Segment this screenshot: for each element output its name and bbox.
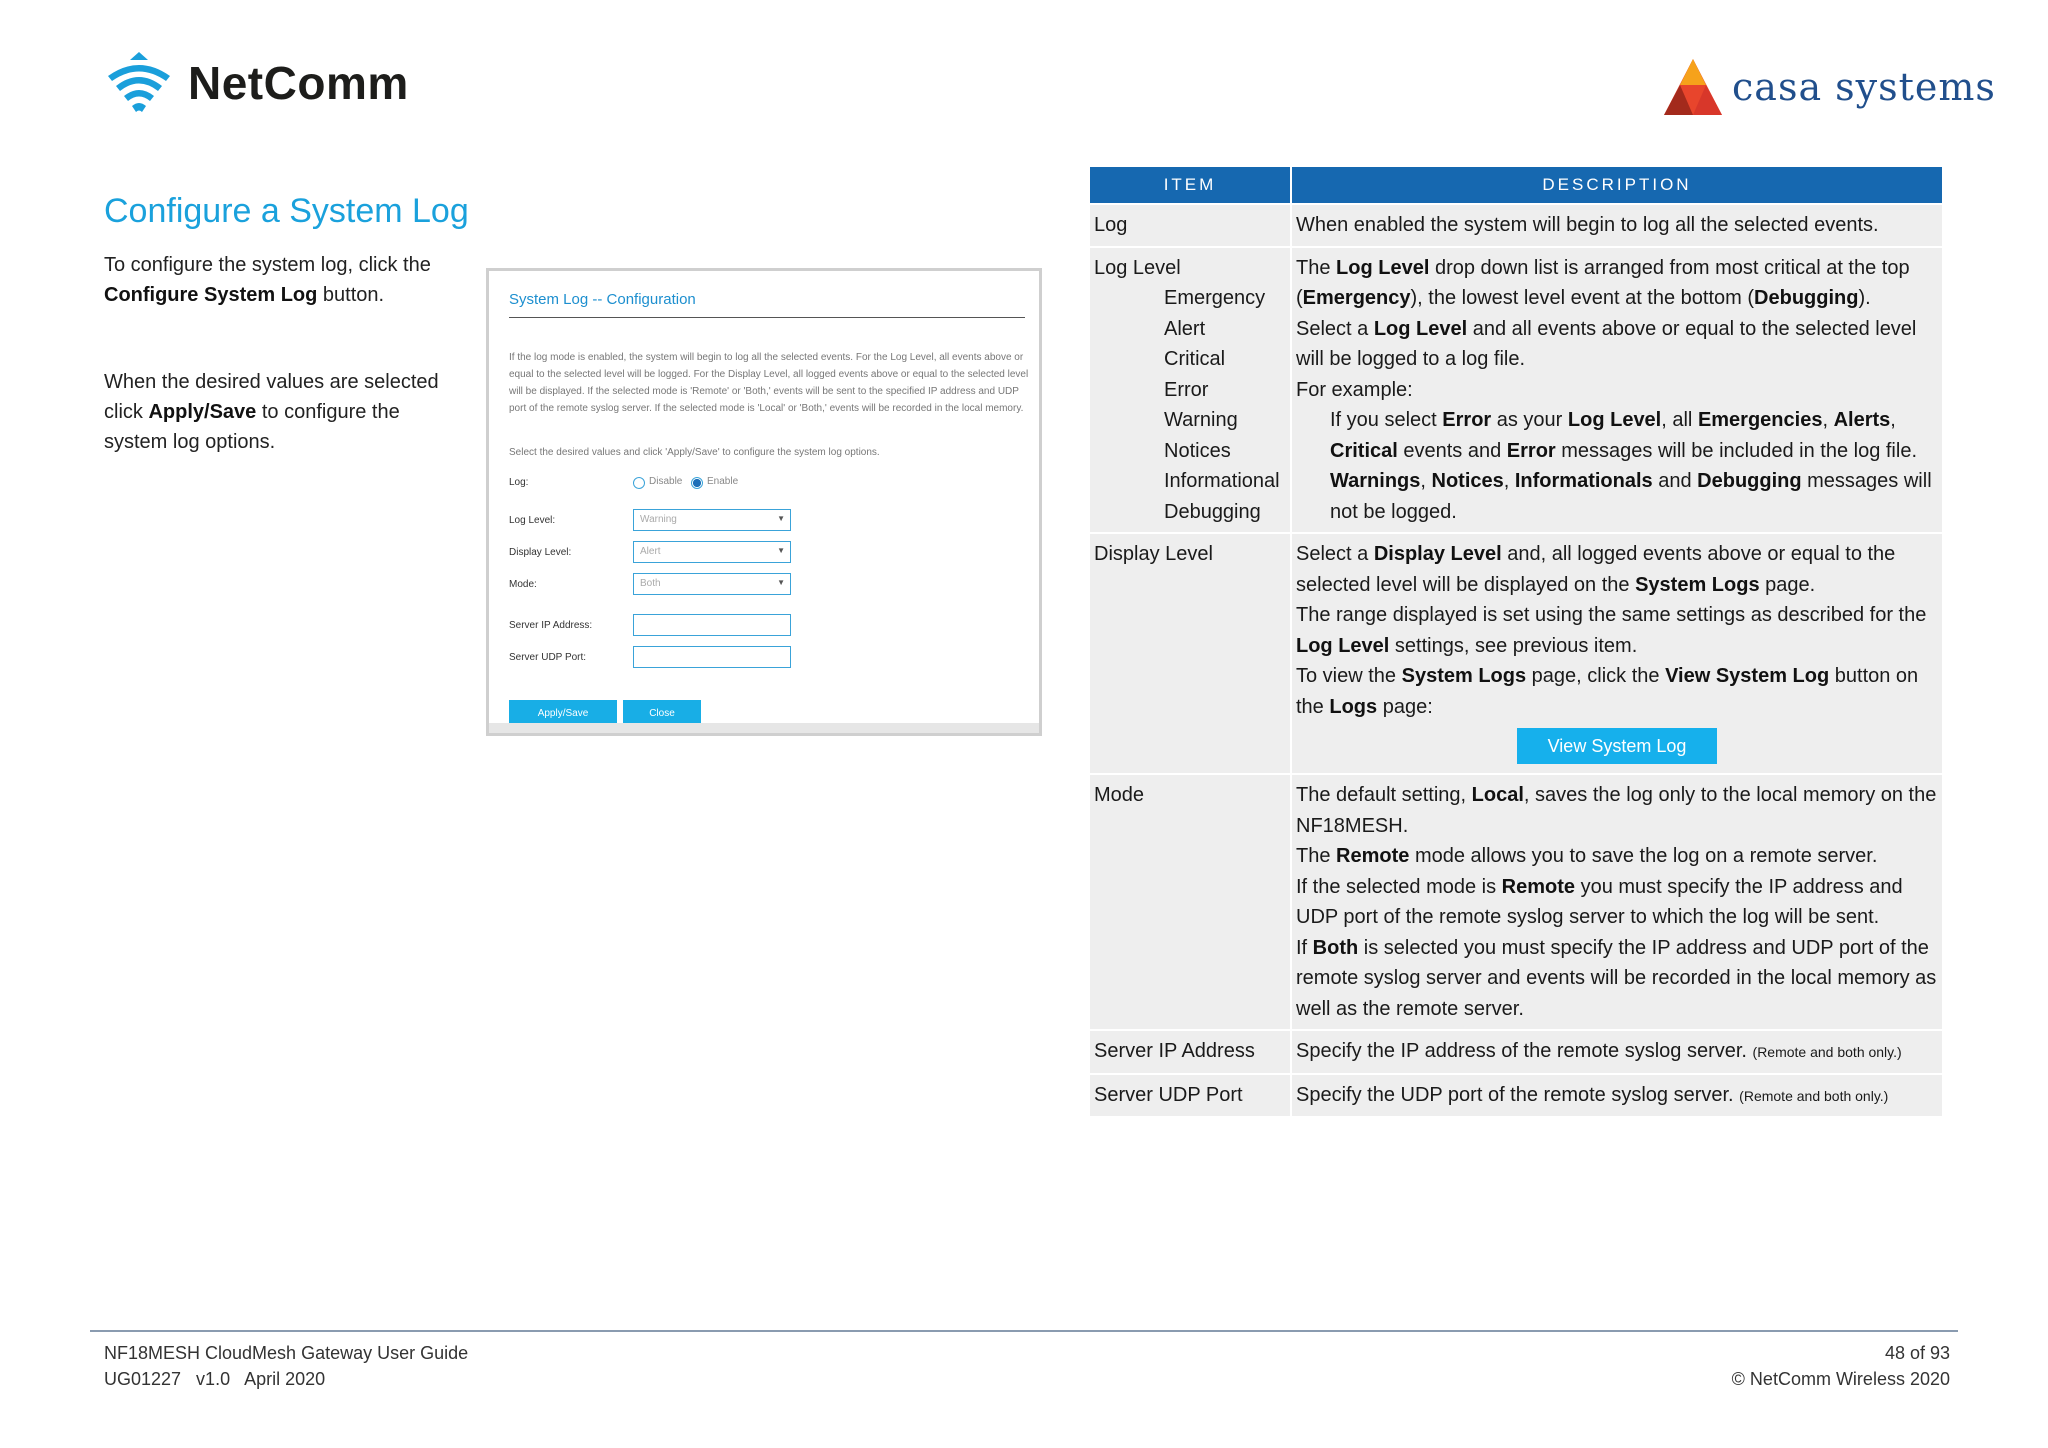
text-span: Specify the UDP port of the remote syslog server. <box>1296 1083 1740 1106</box>
bold-span: Error <box>1442 409 1492 431</box>
text-span: Select a <box>1296 543 1374 565</box>
text-span: , all <box>1661 409 1698 431</box>
bold-span: Log Level <box>1296 634 1390 657</box>
footer-divider <box>90 1330 1958 1332</box>
desc-log: When enabled the system will begin to log all the selected events. <box>1292 205 1942 246</box>
log-enable-radio[interactable] <box>691 477 703 489</box>
table-header-row <box>1090 167 1942 203</box>
text-span: is selected you must specify the IP address and UDP port of the remote syslog server and events will be recorded in the local memory as well as the remote server. <box>1296 936 1937 1020</box>
list-item: Debugging <box>1164 500 1261 523</box>
log-disable-radio[interactable] <box>633 477 645 489</box>
settings-table <box>1088 165 1944 1118</box>
item-display-level: Display Level <box>1090 534 1290 773</box>
text-span: The range displayed is set using the same settings as described for the <box>1296 604 1927 626</box>
table-row-server-ip <box>1090 1031 1942 1073</box>
log-level-desc-3: For example: <box>1296 378 1413 401</box>
mode-desc-3 <box>1296 872 1938 933</box>
display-level-desc-2 <box>1296 600 1938 661</box>
bold-span: Display Level <box>1373 543 1502 565</box>
view-system-log-button[interactable]: View System Log <box>1517 728 1717 764</box>
screenshot-title: System Log -- Configuration <box>509 291 696 308</box>
text-span: and <box>1652 470 1698 492</box>
mode-desc-1 <box>1296 780 1938 841</box>
display-level-value: Alert <box>640 546 661 557</box>
bold-span: Log Level <box>1373 317 1468 340</box>
text-span: and all events above or equal to the selected level will be logged to a log file. <box>1296 317 1917 370</box>
list-item: Notices <box>1164 439 1231 462</box>
screenshot-instruction: Select the desired values and click 'Apply/Save' to configure the system log options. <box>509 447 880 458</box>
display-level-select[interactable] <box>633 541 791 563</box>
log-level-desc-2 <box>1296 314 1938 375</box>
bold-span: Log Level <box>1567 409 1662 431</box>
bold-span: Remote <box>1501 875 1576 898</box>
server-ip-input[interactable] <box>633 614 791 636</box>
text-span: If <box>1296 936 1313 959</box>
configure-system-log-ref: Configure System Log <box>104 284 318 306</box>
log-label: Log: <box>509 477 529 488</box>
log-level-list <box>1094 283 1286 527</box>
list-item: Critical <box>1164 348 1226 370</box>
server-ip-label: Server IP Address: <box>509 620 593 631</box>
netcomm-logo <box>104 50 409 116</box>
netcomm-wifi-icon <box>104 50 174 116</box>
text-span: settings, see previous item. <box>1389 634 1638 657</box>
bold-span: Logs <box>1329 695 1378 718</box>
bold-span: View System Log <box>1665 665 1830 687</box>
header-item: ITEM <box>1090 167 1290 203</box>
item-mode: Mode <box>1090 775 1290 1029</box>
footer-guide-title: NF18MESH CloudMesh Gateway User Guide <box>104 1343 469 1363</box>
text-span: , <box>1822 409 1834 431</box>
text-span: page. <box>1759 573 1816 596</box>
item-server-ip: Server IP Address <box>1090 1031 1290 1073</box>
text-span: ). <box>1858 287 1871 309</box>
text-span: events and <box>1397 439 1507 462</box>
item-log-level <box>1090 248 1290 533</box>
server-ip-note: (Remote and both only.) <box>1752 1044 1902 1060</box>
text-span: ), the lowest level event at the bottom ( <box>1410 287 1755 309</box>
text-span: , <box>1503 470 1515 492</box>
text-span: messages will not be logged. <box>1330 470 1932 523</box>
configure-instruction <box>104 250 464 310</box>
bold-span: Debugging <box>1754 287 1859 309</box>
bold-span: Error <box>1506 439 1556 462</box>
display-level-label: Display Level: <box>509 547 572 558</box>
footer-doc-version: UG01227 v1.0 April 2020 <box>104 1369 326 1389</box>
bold-span: Log Level <box>1336 256 1430 279</box>
log-enable-label: Enable <box>707 476 739 487</box>
chevron-down-icon: ▼ <box>777 578 785 587</box>
text-span: To configure the system log, click the <box>104 254 431 276</box>
bold-span: Debugging <box>1697 470 1802 492</box>
text-span: to configure the system log options. <box>104 401 400 453</box>
text-span: messages will be included in the log file. <box>1555 439 1917 462</box>
desc-log-level <box>1292 248 1942 533</box>
server-port-input[interactable] <box>633 646 791 668</box>
text-span: , <box>1890 409 1896 431</box>
bold-span: Notices <box>1431 470 1504 492</box>
header-description: DESCRIPTION <box>1292 167 1942 203</box>
bold-span: Emergencies <box>1697 409 1823 431</box>
text-span: If the selected mode is <box>1296 875 1502 898</box>
netcomm-wordmark: NetComm <box>188 57 409 109</box>
footer-left <box>104 1340 468 1392</box>
desc-mode <box>1292 775 1942 1029</box>
mode-label: Mode: <box>509 579 537 590</box>
casa-systems-logo <box>1662 56 1996 118</box>
screenshot-description: If the log mode is enabled, the system will begin to log all the selected events. For the Log Level, all events above or equal to the selected level will be logged. For the Display Level, all logged events above or equal to the selected level will be displayed. If the selected mode is 'Remote' or 'Both,' events will be sent to the specified IP address and UDP port of the remote syslog server. If the selected mode is 'Local' or 'Both,' events will be recorded in the local memory. <box>509 352 1029 414</box>
text-span: mode allows you to save the log on a remote server. <box>1409 845 1878 867</box>
text-span: If you select <box>1330 409 1443 431</box>
log-disable-label: Disable <box>649 476 683 487</box>
log-level-label: Log Level: <box>509 515 556 526</box>
log-level-select[interactable] <box>633 509 791 531</box>
list-item: Emergency <box>1164 287 1266 309</box>
text-span: and, all logged events above or equal to the selected level will be displayed on the <box>1296 543 1896 596</box>
mode-select[interactable] <box>633 573 791 595</box>
list-item: Informational <box>1164 470 1280 492</box>
bold-span: Alerts <box>1833 409 1891 431</box>
list-item: Error <box>1164 378 1209 401</box>
bold-span: System Logs <box>1401 665 1527 687</box>
bold-span: Warnings <box>1330 470 1421 492</box>
text-span: The <box>1296 845 1337 867</box>
bold-span: Remote <box>1336 845 1410 867</box>
log-level-value: Warning <box>640 514 677 525</box>
mode-value: Both <box>640 578 661 589</box>
table-row-server-port <box>1090 1075 1942 1117</box>
text-span: page: <box>1377 695 1433 718</box>
text-span: , saves the log only to the local memory on the NF18MESH. <box>1296 784 1937 837</box>
close-button[interactable]: Close <box>623 700 701 726</box>
text-span: When the desired values are selected click <box>104 371 439 423</box>
screenshot-divider <box>509 317 1025 318</box>
item-log-level-label: Log Level <box>1094 256 1181 279</box>
list-item: Alert <box>1164 317 1206 340</box>
table-row-log <box>1090 205 1942 246</box>
text-span: button on the <box>1296 665 1919 718</box>
log-level-example <box>1296 405 1938 527</box>
table-row-log-level <box>1090 248 1942 533</box>
apply-save-ref: Apply/Save <box>148 401 257 423</box>
text-span: The <box>1296 256 1337 279</box>
footer-page-number: 48 of 93 <box>1884 1343 1950 1363</box>
bold-span: Critical <box>1330 439 1398 462</box>
bold-span: Informationals <box>1514 470 1653 492</box>
text-span: as your <box>1491 409 1568 431</box>
chevron-down-icon: ▼ <box>777 546 785 555</box>
bold-span: Emergency <box>1302 287 1411 309</box>
table-row-display-level <box>1090 534 1942 773</box>
item-log: Log <box>1090 205 1290 246</box>
text-span: button. <box>317 284 385 306</box>
section-title: Configure a System Log <box>104 192 469 230</box>
apply-save-button[interactable]: Apply/Save <box>509 700 617 726</box>
display-level-desc-1 <box>1296 539 1938 600</box>
desc-display-level <box>1292 534 1942 773</box>
footer-copyright: © NetComm Wireless 2020 <box>1731 1369 1950 1389</box>
list-item: Warning <box>1164 409 1238 431</box>
bold-span: Local <box>1471 784 1524 806</box>
text-span: Select a <box>1296 317 1374 340</box>
system-log-config-screenshot <box>486 268 1042 736</box>
casa-wordmark: casa systems <box>1732 65 1996 109</box>
apply-instruction <box>104 367 464 457</box>
footer-right <box>1732 1340 1950 1392</box>
text-span: Specify the IP address of the remote syslog server. <box>1296 1040 1753 1062</box>
text-span: , <box>1420 470 1432 492</box>
server-port-label: Server UDP Port: <box>509 652 587 663</box>
screenshot-scrollbar <box>489 723 1039 733</box>
server-port-note: (Remote and both only.) <box>1739 1087 1889 1104</box>
desc-server-port <box>1292 1075 1942 1117</box>
text-span: The default setting, <box>1296 784 1472 806</box>
chevron-down-icon: ▼ <box>777 514 785 523</box>
bold-span: System Logs <box>1635 573 1760 596</box>
text-span: page, click the <box>1526 665 1666 687</box>
display-level-desc-3 <box>1296 661 1938 722</box>
text-span: you must specify the IP address and UDP port of the remote syslog server to which the log will be sent. <box>1296 875 1903 928</box>
text-span: drop down list is arranged from most critical at the top ( <box>1296 256 1910 309</box>
log-level-desc-1 <box>1296 253 1938 314</box>
desc-server-ip <box>1292 1031 1942 1073</box>
bold-span: Both <box>1312 936 1359 959</box>
mode-desc-2 <box>1296 841 1938 872</box>
mode-desc-4 <box>1296 933 1938 1025</box>
text-span: To view the <box>1296 665 1402 687</box>
casa-triangle-icon <box>1662 57 1724 117</box>
table-row-mode <box>1090 775 1942 1029</box>
item-server-port: Server UDP Port <box>1090 1075 1290 1117</box>
